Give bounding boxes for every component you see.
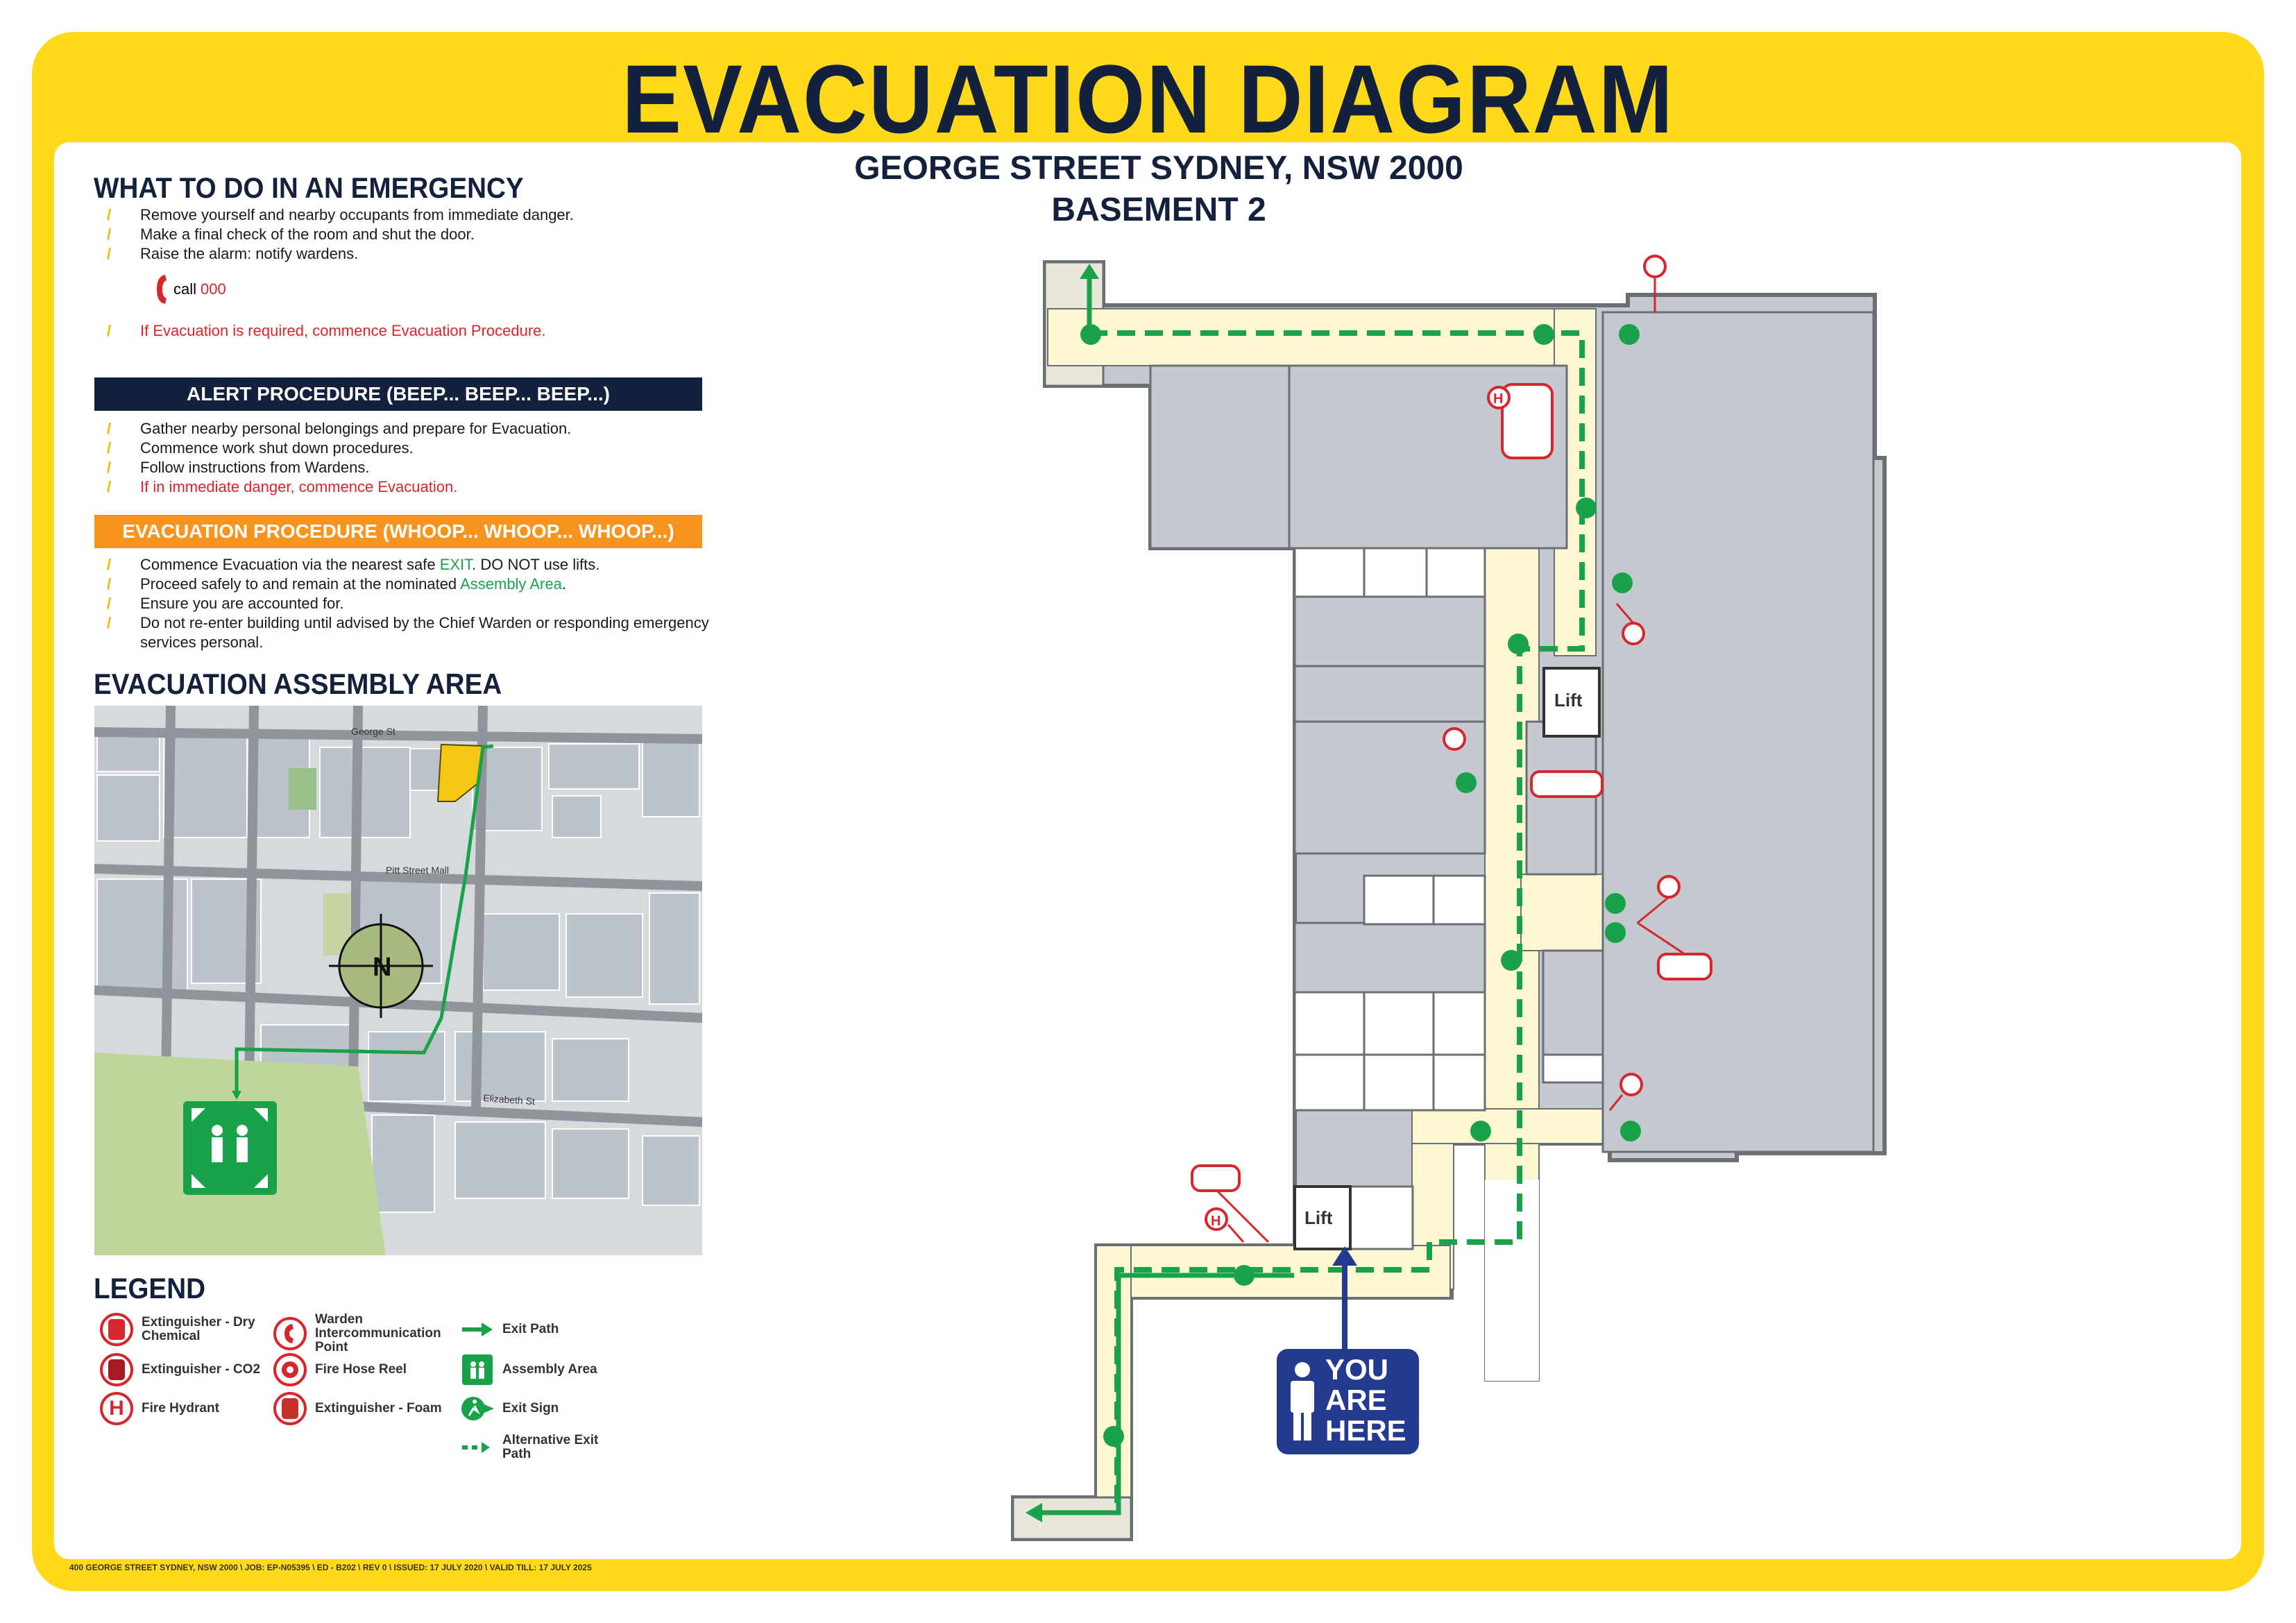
person-icon (1286, 1361, 1318, 1442)
legend-hydrant: H Fire Hydrant (100, 1392, 266, 1425)
legend-co2: Extinguisher - CO2 (100, 1353, 266, 1386)
legend-heading: LEGEND (94, 1272, 206, 1305)
legend-dry-chemical: Extinguisher - Dry Chemical (100, 1313, 266, 1346)
lift-label: Lift (1304, 1207, 1333, 1228)
list-item: / Remove yourself and nearby occupants from immediate danger. (104, 205, 574, 225)
list-item: / Commence work shut down procedures. (104, 439, 571, 458)
level-subtitle: BASEMENT 2 (1051, 192, 1266, 228)
legend-assembly: Assembly Area (461, 1353, 613, 1386)
legend-wip: Warden Intercommunication Point (273, 1313, 447, 1354)
you-are-here-marker (1277, 1349, 1419, 1454)
legend-foam: Extinguisher - Foam (273, 1392, 447, 1425)
legend-hose-reel: Fire Hose Reel (273, 1353, 447, 1386)
you-are-here-text: YOU ARE HERE (1325, 1353, 1406, 1447)
address-subtitle: GEORGE STREET SYDNEY, NSW 2000 (854, 150, 1463, 187)
lift-label: Lift (1554, 690, 1583, 711)
list-item: / Follow instructions from Wardens. (104, 458, 571, 477)
fire-hydrant-icon: H (100, 1392, 133, 1425)
street-label: Pitt Street Mall (386, 865, 450, 876)
emergency-heading: WHAT TO DO IN AN EMERGENCY (94, 171, 524, 204)
list-item: / Proceed safely to and remain at the nominated Assembly Area. (104, 575, 715, 594)
call-number: 000 (201, 280, 226, 298)
svg-text:H: H (1211, 1214, 1221, 1229)
footer-info: 400 GEORGE STREET SYDNEY, NSW 2000 \ JOB: EP-N05395 \ ED - B202 \ REV 0 \ ISSUED: 17 JULY 2020 \ VALID TILL: 17 JULY 2025 (69, 1563, 592, 1572)
legend-exit-sign: Exit Sign (461, 1392, 613, 1425)
street-label: George St (351, 726, 396, 737)
list-item: / Gather nearby personal belongings and prepare for Evacuation. (104, 419, 571, 439)
call-label: call (173, 280, 197, 298)
street-label: Elizabeth St (482, 1092, 536, 1107)
svg-text:N: N (373, 953, 392, 982)
legend-alt-exit: Alternative Exit Path (461, 1431, 613, 1464)
list-item: / Make a final check of the room and shut the door. (104, 225, 574, 244)
list-item: / If in immediate danger, commence Evacuation. (104, 477, 571, 497)
assembly-heading: EVACUATION ASSEMBLY AREA (94, 668, 502, 700)
list-item: / Raise the alarm: notify wardens. (104, 244, 574, 264)
legend-exit-path: Exit Path (461, 1313, 613, 1346)
svg-text:H: H (1493, 391, 1504, 407)
alert-procedure-bar: ALERT PROCEDURE (BEEP... BEEP... BEEP...) (94, 377, 702, 411)
list-item: / Commence Evacuation via the nearest safe EXIT. DO NOT use lifts. (104, 555, 715, 575)
list-item: / If Evacuation is required, commence Evacuation Procedure. (104, 321, 546, 341)
page-title: EVACUATION DIAGRAM (622, 44, 1674, 153)
evacuation-procedure-bar: EVACUATION PROCEDURE (WHOOP... WHOOP... WHOOP...) (94, 515, 702, 548)
list-item: / Ensure you are accounted for. (104, 594, 715, 613)
list-item: / Do not re-enter building until advised by the Chief Warden or responding emergency services personal. (104, 613, 715, 652)
